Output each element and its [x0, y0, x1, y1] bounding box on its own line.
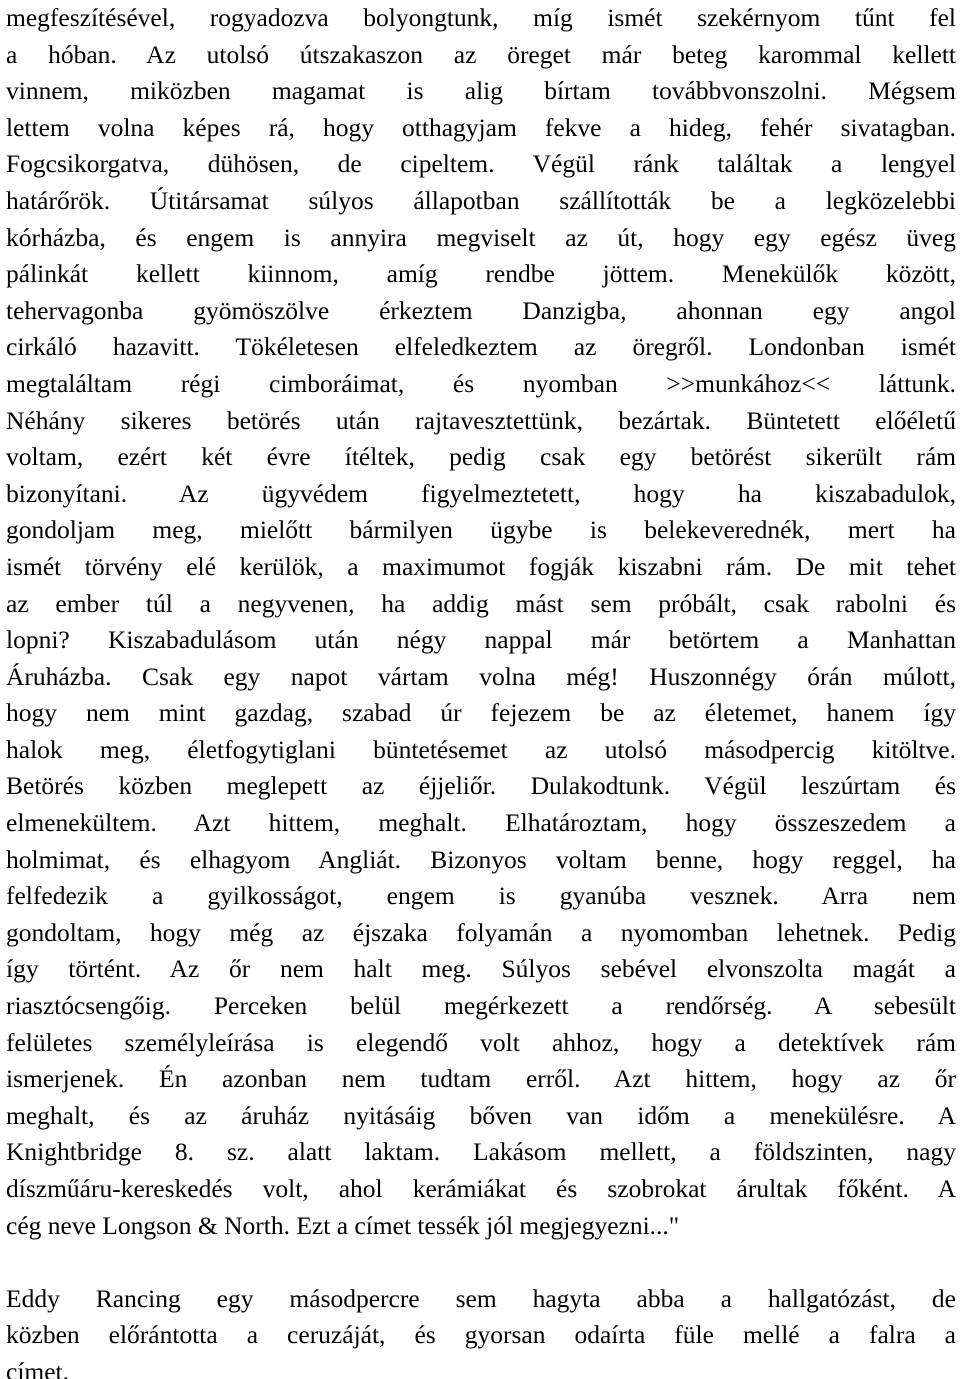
text-line: megfeszítésével, rogyadozva bolyongtunk, míg ismét szekérnyom tűnt fel [6, 3, 956, 32]
text-line: gondoljam meg, mielőtt bármilyen ügybe is belekeverednék, mert ha [6, 515, 956, 545]
text-line: cirkáló hazavitt. Tökéletesen elfeledkeztem az öregről. Londonban ismét [6, 332, 956, 362]
text-line: felfedezik a gyilkosságot, engem is gyanúba vesznek. Arra nem [6, 881, 956, 911]
text-line: hogy nem mint gazdag, szabad úr fejezem be az életemet, hanem így [6, 698, 956, 728]
text-line: Néhány sikeres betörés után rajtavesztettünk, bezártak. Büntetett előéletű [6, 405, 956, 435]
text-line: ismét törvény elé kerülök, a maximumot fogják kiszabni rám. De mit tehet [6, 551, 956, 581]
text-line: Eddy Rancing egy másodpercre sem hagyta abba a hallgatózást, de [6, 1283, 956, 1313]
paragraph-eddy [6, 1281, 956, 1379]
text-line: lopni? Kiszabadulásom után négy nappal már betörtem a Manhattan [6, 625, 956, 655]
text-line: lettem volna képes rá, hogy otthagyjam fekve a hideg, fehér sivatagban. [6, 112, 956, 142]
text-line: így történt. Az őr nem halt meg. Súlyos sebével elvonszolta magát a [6, 954, 956, 984]
text-line: Betörés közben meglepett az éjjeliőr. Dulakodtunk. Végül leszúrtam és [6, 771, 956, 801]
text-line: riasztócsengőig. Perceken belül megérkezett a rendőrség. A sebesült [6, 991, 956, 1021]
paragraph-story [6, 0, 956, 1244]
text-line: az ember túl a negyvenen, ha addig mást sem próbált, csak rabolni és [6, 588, 956, 618]
text-line: a hóban. Az utolsó útszakaszon az öreget már beteg karommal kellett [6, 39, 956, 69]
text-line: halok meg, életfogytiglani büntetésemet az utolsó másodpercig kitöltve. [6, 734, 956, 764]
text-line: felületes személyleírása is elegendő volt ahhoz, hogy a detektívek rám [6, 1027, 956, 1057]
text-line: Áruházba. Csak egy napot vártam volna még! Huszonnégy órán múlott, [6, 661, 956, 691]
text-line: holmimat, és elhagyom Angliát. Bizonyos voltam benne, hogy reggel, ha [6, 844, 956, 874]
text-line: ismerjenek. Én azonban nem tudtam erről. Azt hittem, hogy az őr [6, 1064, 956, 1094]
text-line: Knightbridge 8. sz. alatt laktam. Lakásom mellett, a földszinten, nagy [6, 1137, 956, 1167]
text-line: cég neve Longson & North. Ezt a címet tessék jól megjegyezni..." [6, 1210, 680, 1240]
text-line: meghalt, és az áruház nyitásáig bőven van időm a menekülésre. A [6, 1100, 956, 1130]
document-page [6, 0, 956, 1379]
text-line: címet. [6, 1356, 70, 1379]
text-line: tehervagonba gyömöszölve érkeztem Danzigba, ahonnan egy angol [6, 295, 956, 325]
text-line: gondoltam, hogy még az éjszaka folyamán a nyomomban lehetnek. Pedig [6, 917, 956, 947]
text-line: voltam, ezért két évre ítéltek, pedig csak egy betörést sikerült rám [6, 442, 956, 472]
text-line: Fogcsikorgatva, dühösen, de cipeltem. Végül ránk találtak a lengyel [6, 149, 956, 179]
text-line: közben előrántotta a ceruzáját, és gyorsan odaírta füle mellé a falra a [6, 1320, 956, 1350]
text-line: vinnem, miközben magamat is alig bírtam továbbvonszolni. Mégsem [6, 76, 956, 106]
text-line: elmenekültem. Azt hittem, meghalt. Elhatároztam, hogy összeszedem a [6, 808, 956, 838]
text-line: kórházba, és engem is annyira megviselt az út, hogy egy egész üveg [6, 222, 956, 252]
text-line: bizonyítani. Az ügyvédem figyelmeztetett, hogy ha kiszabadulok, [6, 478, 956, 508]
text-line: pálinkát kellett kiinnom, amíg rendbe jöttem. Menekülők között, [6, 259, 956, 289]
text-line: határőrök. Útitársamat súlyos állapotban szállították be a legközelebbi [6, 185, 956, 215]
text-line: díszműáru-kereskedés volt, ahol kerámiákat és szobrokat árultak főként. A [6, 1174, 956, 1203]
text-line: megtaláltam régi cimboráimat, és nyomban >>munkához<< láttunk. [6, 368, 956, 398]
